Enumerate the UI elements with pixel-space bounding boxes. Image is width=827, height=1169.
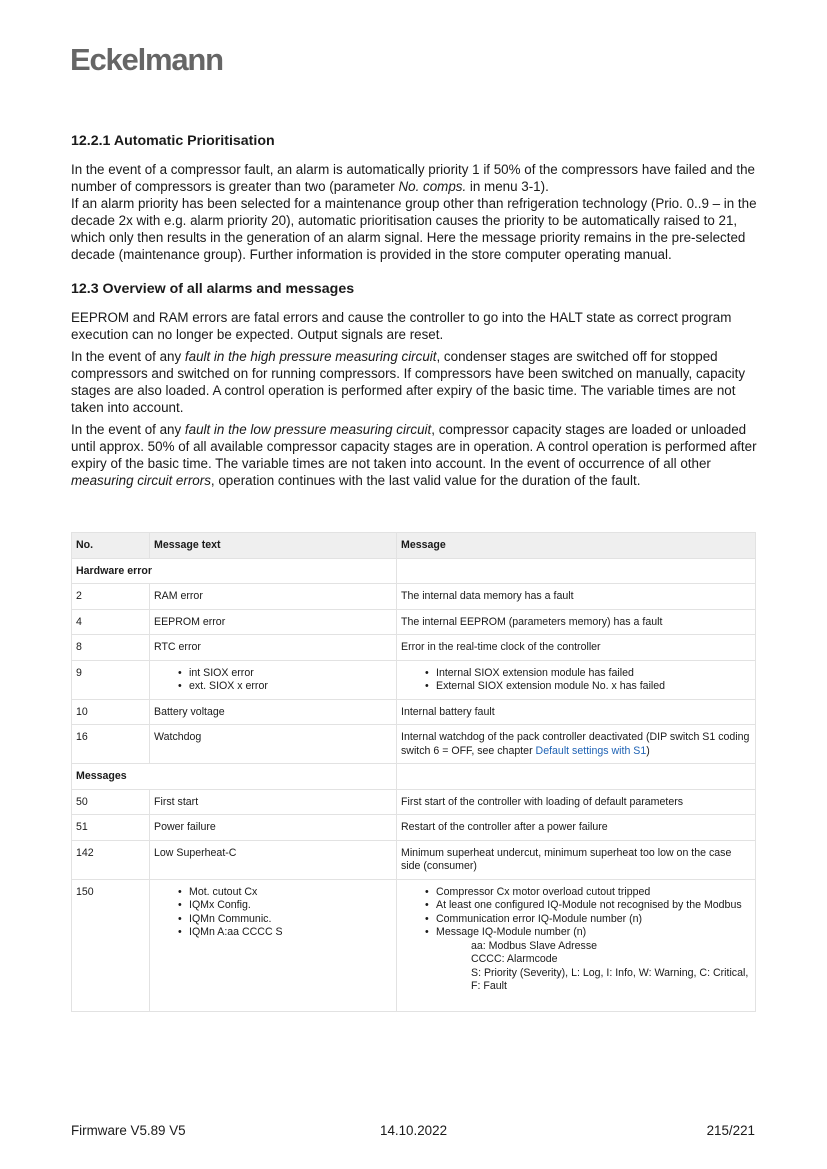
message: Minimum superheat undercut, minimum superheat too low on the case side (consumer) (401, 846, 732, 872)
alarm-number: 51 (72, 815, 150, 841)
message-text-cell (150, 635, 397, 661)
message: ) (646, 744, 650, 757)
message-text: First start (154, 795, 199, 808)
message-text: RAM error (154, 590, 203, 602)
message-text-cell (150, 815, 397, 841)
eckelmann-logo: Eckelmann (70, 42, 223, 77)
message-text: Watchdog (154, 731, 202, 743)
message-cell (397, 840, 756, 879)
message: First start of the controller with loading of default parameters (401, 795, 684, 808)
alarm-number: 16 (72, 725, 150, 764)
alarm-number: 9 (72, 660, 150, 699)
alarm-number: 8 (72, 635, 150, 661)
emphasis: measuring circuit errors (71, 473, 211, 488)
message: Internal watchdog of the pack controller deactivated (DIP switch S1 coding switch 6 = OFF, see chapter (401, 731, 750, 757)
table-row (72, 789, 756, 815)
message-text: RTC error (154, 641, 201, 653)
list-item: • IQMn Communic. (189, 913, 392, 927)
message-cell (397, 725, 756, 764)
section-label: Messages (72, 764, 397, 790)
alarm-number: 142 (72, 840, 150, 879)
section-heading-12-3: 12.3 Overview of all alarms and messages (71, 281, 355, 297)
alarms-table (71, 532, 756, 1012)
section-row (72, 558, 756, 584)
alarm-number: 150 (72, 879, 150, 1011)
list-item: • IQMx Config. (189, 899, 392, 913)
message-text-cell (150, 699, 397, 725)
table-row (72, 699, 756, 725)
text: In the event of any (71, 349, 185, 364)
message-text: EEPROM error (154, 615, 226, 628)
message-text-cell (150, 725, 397, 764)
table-row (72, 725, 756, 764)
detail-line: aa: Modbus Slave Adresse (471, 939, 598, 952)
message: Error in the real-time clock of the controller (401, 641, 601, 653)
message: The internal EEPROM (parameters memory) has a fault (401, 615, 663, 628)
bullet-list (401, 667, 751, 694)
paragraph (71, 161, 759, 263)
text: , condenser stages are switched off for stopped compressors and switched on for running compressors. If compressors have been switched on manually, capacity stages are also loaded. A control operation is performed after expiry of the basic time. The variable times are not taken into account. (71, 349, 746, 415)
message-cell (397, 815, 756, 841)
text: , compressor capacity stages are loaded or unloaded until approx. 50% of all available compressor capacity stages are in operation. A control operation is performed after expiry of the basic time. The variable times are not taken into account. In the event of occurrence of all other (71, 422, 757, 471)
message-text-cell (150, 584, 397, 610)
message-text-cell (150, 660, 397, 699)
alarm-number: 4 (72, 609, 150, 635)
message-text-cell (150, 789, 397, 815)
header-message-text: Message text (150, 533, 397, 559)
paragraph (71, 421, 759, 489)
list-item: • IQMn A:aa CCCC S (189, 926, 392, 940)
table-row (72, 609, 756, 635)
message: Restart of the controller after a power failure (401, 821, 608, 833)
footer-firmware: Firmware V5.89 V5 (71, 1123, 186, 1138)
list-item: • int SIOX error (189, 667, 392, 681)
table-row (72, 879, 756, 1011)
header-message: Message (397, 533, 756, 559)
message-cell (397, 699, 756, 725)
alarm-number: 50 (72, 789, 150, 815)
message-text-cell (150, 879, 397, 1011)
emphasis: fault in the high pressure measuring circuit (184, 349, 437, 364)
footer-page-number: 215/221 (706, 1123, 755, 1138)
section-label: Hardware error (72, 558, 397, 584)
chapter-link[interactable]: Default settings with S1 (535, 744, 647, 757)
text: In the event of any (71, 422, 185, 437)
list-item: • At least one configured IQ-Module not recognised by the Modbus (436, 899, 751, 913)
emphasis: fault in the low pressure measuring circuit (184, 422, 432, 437)
list-item: • Mot. cutout Cx (189, 886, 392, 900)
paragraph (71, 348, 759, 416)
message-cell (397, 609, 756, 635)
message-text: Power failure (154, 821, 216, 833)
paragraph: EEPROM and RAM errors are fatal errors and cause the controller to go into the HALT state as correct program execution can no longer be expected. Output signals are reset. (71, 310, 732, 342)
param-name: No. comps. (398, 179, 467, 194)
list-item: • Communication error IQ-Module number (n) (436, 913, 751, 927)
table-row (72, 840, 756, 879)
list-item: • Compressor Cx motor overload cutout tripped (436, 886, 751, 900)
message-cell (397, 879, 756, 1011)
message: The internal data memory has a fault (401, 590, 574, 602)
bullet-list (401, 886, 751, 994)
message-text: Battery voltage (154, 705, 225, 718)
empty-cell (397, 764, 756, 790)
section-row (72, 764, 756, 790)
list-item: • Internal SIOX extension module has failed (436, 667, 751, 681)
text: If an alarm priority has been selected for a maintenance group other than refrigeration technology (Prio. 0..9 – in the decade 2x with e.g. alarm priority 20), automatic prioritisation causes the priority to be automatically raised to 21, which only then results in the generation of an alarm signal. Here the message priority remains in the pre-selected decade (maintenance group). Further information is provided in the store computer operating manual. (71, 196, 757, 262)
table-row (72, 660, 756, 699)
text: , operation continues with the last valid value for the duration of the fault. (210, 473, 641, 488)
empty-cell (397, 558, 756, 584)
message-cell (397, 789, 756, 815)
bullet-list (154, 886, 392, 940)
message-cell (397, 584, 756, 610)
table-row (72, 635, 756, 661)
bullet-list (154, 667, 392, 694)
text: In the event of a compressor fault, an alarm is automatically priority 1 if 50% of the compressors have failed and the number of compressors is greater than two (parameter (71, 162, 756, 194)
content (71, 133, 759, 489)
table-row (72, 584, 756, 610)
message-text-cell (150, 609, 397, 635)
table-header (72, 533, 756, 559)
list-item: • ext. SIOX x error (189, 680, 392, 694)
message-cell (397, 635, 756, 661)
table-row (72, 815, 756, 841)
section-heading-12-2-1: 12.2.1 Automatic Prioritisation (71, 133, 275, 149)
message-text-cell (150, 840, 397, 879)
message-text: Low Superheat-C (154, 846, 237, 859)
footer-date: 14.10.2022 (380, 1123, 448, 1138)
alarm-number: 2 (72, 584, 150, 610)
message: Internal battery fault (401, 705, 495, 718)
message-cell (397, 660, 756, 699)
header-no: No. (72, 533, 150, 559)
detail-line: S: Priority (Severity), L: Log, I: Info, W: Warning, C: Critical, F: Fault (471, 966, 749, 992)
alarm-number: 10 (72, 699, 150, 725)
detail-line: CCCC: Alarmcode (471, 953, 558, 965)
list-item: • Message IQ-Module number (n) (436, 926, 751, 940)
text: in menu 3-1). (466, 179, 549, 194)
list-item: • External SIOX extension module No. x has failed (436, 680, 751, 694)
